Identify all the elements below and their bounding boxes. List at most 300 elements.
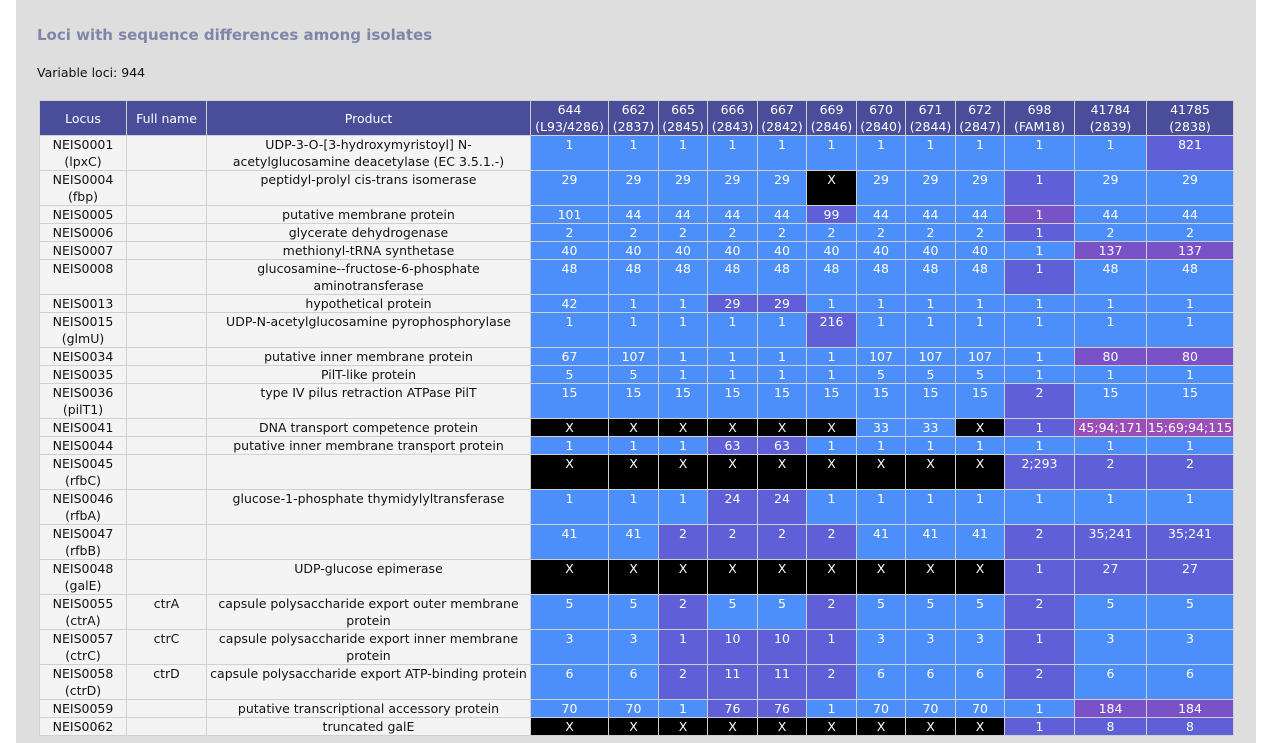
allele-cell[interactable]: 1 — [659, 366, 708, 384]
allele-cell[interactable]: 6 — [1147, 665, 1234, 700]
allele-cell[interactable]: 70 — [906, 700, 956, 718]
allele-cell[interactable]: X — [531, 718, 609, 736]
allele-cell[interactable]: 1 — [1005, 242, 1075, 260]
isolate-id[interactable]: 672 — [968, 102, 992, 117]
allele-cell[interactable]: 6 — [609, 665, 659, 700]
allele-cell[interactable]: 29 — [659, 171, 708, 206]
allele-cell[interactable]: 1 — [708, 348, 758, 366]
isolate-header[interactable] — [906, 101, 956, 136]
allele-cell[interactable]: 6 — [956, 665, 1005, 700]
allele-cell[interactable]: 1 — [531, 490, 609, 525]
allele-cell[interactable]: 2 — [1005, 665, 1075, 700]
locus-link[interactable]: NEIS0047 — [52, 526, 114, 541]
locus-link[interactable]: NEIS0044 — [52, 438, 114, 453]
locus-link[interactable]: NEIS0062 — [52, 719, 114, 734]
allele-cell[interactable]: 1 — [807, 295, 857, 313]
allele-cell[interactable]: 5 — [1147, 595, 1234, 630]
allele-cell[interactable]: 45;94;171 — [1075, 419, 1147, 437]
allele-cell[interactable]: 35;241 — [1147, 525, 1234, 560]
allele-cell[interactable]: 27 — [1147, 560, 1234, 595]
allele-cell[interactable]: X — [857, 560, 906, 595]
allele-cell[interactable]: 44 — [659, 206, 708, 224]
locus-link[interactable]: NEIS0057 — [52, 631, 114, 646]
allele-cell[interactable]: 184 — [1075, 700, 1147, 718]
allele-cell[interactable]: 1 — [1005, 437, 1075, 455]
allele-cell[interactable]: 2 — [906, 224, 956, 242]
allele-cell[interactable]: 5 — [857, 366, 906, 384]
allele-cell[interactable]: X — [857, 718, 906, 736]
allele-cell[interactable]: 41 — [906, 525, 956, 560]
allele-cell[interactable]: 1 — [609, 313, 659, 348]
isolate-id[interactable]: 662 — [621, 102, 646, 117]
isolate-header[interactable] — [609, 101, 659, 136]
isolate-header[interactable] — [857, 101, 906, 136]
allele-cell[interactable]: 107 — [857, 348, 906, 366]
isolate-header[interactable] — [807, 101, 857, 136]
locus-link[interactable]: NEIS0007 — [52, 243, 114, 258]
allele-cell[interactable]: 44 — [956, 206, 1005, 224]
allele-cell[interactable]: 29 — [857, 171, 906, 206]
allele-cell[interactable]: 2 — [659, 224, 708, 242]
isolate-header[interactable] — [659, 101, 708, 136]
isolate-header[interactable] — [956, 101, 1005, 136]
allele-cell[interactable]: 10 — [758, 630, 807, 665]
allele-cell[interactable]: X — [609, 455, 659, 490]
allele-cell[interactable]: 1 — [906, 136, 956, 171]
allele-cell[interactable]: 1 — [906, 313, 956, 348]
allele-cell[interactable]: 1 — [758, 136, 807, 171]
allele-cell[interactable]: 15 — [807, 384, 857, 419]
allele-cell[interactable]: 40 — [758, 242, 807, 260]
allele-cell[interactable]: 3 — [531, 630, 609, 665]
allele-cell[interactable]: 137 — [1075, 242, 1147, 260]
allele-cell[interactable]: 5 — [531, 366, 609, 384]
allele-cell[interactable]: 5 — [1075, 595, 1147, 630]
allele-cell[interactable]: 70 — [857, 700, 906, 718]
allele-cell[interactable]: 48 — [956, 260, 1005, 295]
isolate-id[interactable]: 41785 — [1170, 102, 1210, 117]
allele-cell[interactable]: 1 — [857, 313, 906, 348]
allele-cell[interactable]: 2 — [659, 665, 708, 700]
allele-cell[interactable]: 41 — [857, 525, 906, 560]
allele-cell[interactable]: 1 — [956, 490, 1005, 525]
allele-cell[interactable]: X — [807, 455, 857, 490]
allele-cell[interactable]: 63 — [758, 437, 807, 455]
allele-cell[interactable]: X — [758, 718, 807, 736]
isolate-id[interactable]: 667 — [770, 102, 794, 117]
allele-cell[interactable]: 40 — [956, 242, 1005, 260]
allele-cell[interactable]: 1 — [1005, 718, 1075, 736]
isolate-header[interactable] — [758, 101, 807, 136]
allele-cell[interactable]: 1 — [807, 630, 857, 665]
allele-cell[interactable]: 29 — [531, 171, 609, 206]
allele-cell[interactable]: 29 — [1147, 171, 1234, 206]
allele-cell[interactable]: 11 — [708, 665, 758, 700]
locus-header[interactable]: Locus — [40, 101, 127, 136]
allele-cell[interactable]: 41 — [609, 525, 659, 560]
allele-cell[interactable]: X — [906, 560, 956, 595]
allele-cell[interactable]: 2 — [531, 224, 609, 242]
allele-cell[interactable]: 44 — [609, 206, 659, 224]
allele-cell[interactable]: X — [609, 718, 659, 736]
allele-cell[interactable]: X — [906, 455, 956, 490]
allele-cell[interactable]: 2 — [1147, 224, 1234, 242]
locus-link[interactable]: NEIS0036 — [52, 385, 114, 400]
locus-link[interactable]: NEIS0055 — [52, 596, 114, 611]
allele-cell[interactable]: 1 — [1005, 206, 1075, 224]
allele-cell[interactable]: 1 — [857, 437, 906, 455]
allele-cell[interactable]: 2 — [708, 224, 758, 242]
allele-cell[interactable]: 44 — [758, 206, 807, 224]
allele-cell[interactable]: 2 — [758, 525, 807, 560]
allele-cell[interactable]: 48 — [659, 260, 708, 295]
locus-link[interactable]: NEIS0008 — [52, 261, 114, 276]
allele-cell[interactable]: 1 — [807, 136, 857, 171]
allele-cell[interactable]: 2 — [857, 224, 906, 242]
allele-cell[interactable]: 1 — [807, 437, 857, 455]
allele-cell[interactable]: 2 — [1075, 224, 1147, 242]
allele-cell[interactable]: 1 — [857, 295, 906, 313]
allele-cell[interactable]: 44 — [906, 206, 956, 224]
allele-cell[interactable]: 63 — [708, 437, 758, 455]
isolate-id[interactable]: 698 — [1027, 102, 1052, 117]
allele-cell[interactable]: 29 — [609, 171, 659, 206]
allele-cell[interactable]: 5 — [609, 366, 659, 384]
allele-cell[interactable]: 5 — [708, 595, 758, 630]
allele-cell[interactable]: 1 — [1075, 437, 1147, 455]
allele-cell[interactable]: 15 — [857, 384, 906, 419]
allele-cell[interactable]: 2 — [956, 224, 1005, 242]
allele-cell[interactable]: X — [531, 455, 609, 490]
allele-cell[interactable]: 2 — [609, 224, 659, 242]
allele-cell[interactable]: 15 — [659, 384, 708, 419]
allele-cell[interactable]: 1 — [1005, 171, 1075, 206]
allele-cell[interactable]: X — [906, 718, 956, 736]
allele-cell[interactable]: 1 — [956, 313, 1005, 348]
allele-cell[interactable]: X — [758, 560, 807, 595]
allele-cell[interactable]: 29 — [758, 295, 807, 313]
allele-cell[interactable]: 29 — [956, 171, 1005, 206]
allele-cell[interactable]: 2 — [1005, 595, 1075, 630]
allele-cell[interactable]: 5 — [906, 595, 956, 630]
allele-cell[interactable]: 1 — [857, 136, 906, 171]
allele-cell[interactable]: 2 — [1075, 455, 1147, 490]
allele-cell[interactable]: 1 — [1005, 419, 1075, 437]
allele-cell[interactable]: 70 — [956, 700, 1005, 718]
allele-cell[interactable]: 2 — [807, 224, 857, 242]
allele-cell[interactable]: X — [956, 560, 1005, 595]
allele-cell[interactable]: 5 — [956, 366, 1005, 384]
allele-cell[interactable]: 40 — [659, 242, 708, 260]
allele-cell[interactable]: 6 — [906, 665, 956, 700]
allele-cell[interactable]: 1 — [1005, 224, 1075, 242]
isolate-id[interactable]: 665 — [671, 102, 695, 117]
allele-cell[interactable]: 3 — [906, 630, 956, 665]
allele-cell[interactable]: 1 — [1005, 136, 1075, 171]
locus-link[interactable]: NEIS0001 — [52, 137, 114, 152]
allele-cell[interactable]: 1 — [659, 437, 708, 455]
isolate-header[interactable] — [708, 101, 758, 136]
allele-cell[interactable]: 48 — [807, 260, 857, 295]
full-name-header[interactable]: Full name — [127, 101, 207, 136]
allele-cell[interactable]: X — [531, 560, 609, 595]
allele-cell[interactable]: 1 — [956, 136, 1005, 171]
allele-cell[interactable]: 48 — [531, 260, 609, 295]
allele-cell[interactable]: 5 — [906, 366, 956, 384]
allele-cell[interactable]: X — [807, 560, 857, 595]
allele-cell[interactable]: 76 — [708, 700, 758, 718]
allele-cell[interactable]: 6 — [531, 665, 609, 700]
allele-cell[interactable]: 80 — [1075, 348, 1147, 366]
allele-cell[interactable]: 11 — [758, 665, 807, 700]
locus-link[interactable]: NEIS0058 — [52, 666, 114, 681]
allele-cell[interactable]: 1 — [1005, 630, 1075, 665]
allele-cell[interactable]: 1 — [659, 295, 708, 313]
allele-cell[interactable]: 24 — [758, 490, 807, 525]
allele-cell[interactable]: 5 — [857, 595, 906, 630]
isolate-id[interactable]: 670 — [869, 102, 893, 117]
allele-cell[interactable]: 1 — [1005, 700, 1075, 718]
allele-cell[interactable]: 107 — [906, 348, 956, 366]
allele-cell[interactable]: 15 — [1147, 384, 1234, 419]
allele-cell[interactable]: 3 — [857, 630, 906, 665]
allele-cell[interactable]: 44 — [857, 206, 906, 224]
allele-cell[interactable]: 15;69;94;115 — [1147, 420, 1233, 435]
allele-cell[interactable]: 137 — [1147, 242, 1234, 260]
allele-cell[interactable]: 1 — [1147, 437, 1234, 455]
allele-cell[interactable]: 1 — [758, 348, 807, 366]
allele-cell[interactable]: 1 — [1075, 366, 1147, 384]
allele-cell[interactable]: 1 — [1147, 490, 1234, 525]
allele-cell[interactable]: 5 — [956, 595, 1005, 630]
isolate-id[interactable]: 666 — [720, 102, 745, 117]
allele-cell[interactable]: 40 — [609, 242, 659, 260]
isolate-header[interactable] — [1005, 101, 1075, 136]
allele-cell[interactable]: 10 — [708, 630, 758, 665]
allele-cell[interactable]: 99 — [807, 206, 857, 224]
allele-cell[interactable]: X — [609, 560, 659, 595]
isolate-id[interactable]: 644 — [557, 102, 582, 117]
allele-cell[interactable]: 33 — [906, 419, 956, 437]
allele-cell[interactable]: 1 — [708, 313, 758, 348]
allele-cell[interactable]: 29 — [758, 171, 807, 206]
allele-cell[interactable]: 1 — [659, 136, 708, 171]
allele-cell[interactable]: 1 — [1147, 313, 1234, 348]
allele-cell[interactable]: 1 — [1005, 313, 1075, 348]
allele-cell[interactable]: 1 — [659, 630, 708, 665]
allele-cell[interactable]: 44 — [708, 206, 758, 224]
allele-cell[interactable]: X — [659, 718, 708, 736]
product-header[interactable]: Product — [207, 101, 531, 136]
allele-cell[interactable]: 1 — [609, 490, 659, 525]
locus-link[interactable]: NEIS0004 — [52, 172, 114, 187]
allele-cell[interactable]: 1 — [1005, 295, 1075, 313]
allele-cell[interactable]: 48 — [758, 260, 807, 295]
allele-cell[interactable]: 1 — [1147, 366, 1234, 384]
allele-cell[interactable]: 5 — [609, 595, 659, 630]
isolate-header[interactable] — [1075, 101, 1147, 136]
allele-cell[interactable]: X — [708, 560, 758, 595]
locus-link[interactable]: NEIS0046 — [52, 491, 114, 506]
allele-cell[interactable]: 1 — [708, 136, 758, 171]
allele-cell[interactable]: 8 — [1075, 718, 1147, 736]
allele-cell[interactable]: X — [857, 455, 906, 490]
allele-cell[interactable]: 6 — [857, 665, 906, 700]
allele-cell[interactable]: 1 — [659, 700, 708, 718]
allele-cell[interactable]: 216 — [807, 313, 857, 348]
allele-cell[interactable]: 48 — [708, 260, 758, 295]
allele-cell[interactable]: 1 — [807, 700, 857, 718]
allele-cell[interactable]: 41 — [531, 525, 609, 560]
allele-cell[interactable]: 67 — [531, 348, 609, 366]
allele-cell[interactable]: 821 — [1147, 136, 1234, 171]
allele-cell[interactable]: 1 — [1075, 295, 1147, 313]
isolate-id[interactable]: 669 — [819, 102, 844, 117]
allele-cell[interactable]: 15 — [708, 384, 758, 419]
allele-cell[interactable]: 29 — [906, 171, 956, 206]
allele-cell[interactable]: 1 — [659, 313, 708, 348]
allele-cell[interactable]: X — [659, 419, 708, 437]
allele-cell[interactable]: 40 — [531, 242, 609, 260]
allele-cell[interactable]: X — [758, 455, 807, 490]
allele-cell[interactable]: 1 — [531, 313, 609, 348]
allele-cell[interactable]: X — [956, 455, 1005, 490]
allele-cell[interactable]: 27 — [1075, 560, 1147, 595]
allele-cell[interactable]: 3 — [1147, 630, 1234, 665]
allele-cell[interactable]: 107 — [956, 348, 1005, 366]
allele-cell[interactable]: 48 — [1147, 260, 1234, 295]
allele-cell[interactable]: 2 — [659, 595, 708, 630]
isolate-id[interactable]: 671 — [918, 102, 943, 117]
allele-cell[interactable]: 29 — [708, 171, 758, 206]
allele-cell[interactable]: X — [807, 718, 857, 736]
allele-cell[interactable]: 1 — [659, 348, 708, 366]
allele-cell[interactable]: 76 — [758, 700, 807, 718]
allele-cell[interactable]: 40 — [906, 242, 956, 260]
allele-cell[interactable]: 41 — [956, 525, 1005, 560]
allele-cell[interactable]: 70 — [609, 700, 659, 718]
allele-cell[interactable]: 1 — [1147, 295, 1234, 313]
allele-cell[interactable]: 1 — [758, 366, 807, 384]
allele-cell[interactable]: 5 — [758, 595, 807, 630]
allele-cell[interactable]: 15 — [956, 384, 1005, 419]
allele-cell[interactable]: 8 — [1147, 718, 1234, 736]
allele-cell[interactable]: 3 — [609, 630, 659, 665]
allele-cell[interactable]: 2 — [659, 525, 708, 560]
allele-cell[interactable]: 2 — [708, 525, 758, 560]
locus-link[interactable]: NEIS0013 — [52, 296, 114, 311]
allele-cell[interactable]: 1 — [857, 490, 906, 525]
allele-cell[interactable]: 48 — [857, 260, 906, 295]
allele-cell[interactable]: 44 — [1147, 206, 1234, 224]
allele-cell[interactable]: 1 — [906, 437, 956, 455]
allele-cell[interactable]: X — [708, 419, 758, 437]
allele-cell[interactable]: 15 — [1075, 384, 1147, 419]
allele-cell[interactable]: 2 — [807, 595, 857, 630]
isolate-header[interactable] — [531, 101, 609, 136]
allele-cell[interactable]: 1 — [956, 295, 1005, 313]
allele-cell[interactable]: 2 — [807, 525, 857, 560]
allele-cell[interactable]: 6 — [1075, 665, 1147, 700]
allele-cell[interactable]: X — [708, 718, 758, 736]
allele-cell[interactable]: 1 — [609, 295, 659, 313]
allele-cell[interactable]: 80 — [1147, 348, 1234, 366]
allele-cell[interactable]: 1 — [1005, 490, 1075, 525]
allele-cell[interactable]: X — [531, 419, 609, 437]
allele-cell[interactable]: X — [807, 171, 857, 206]
allele-cell[interactable]: 15 — [906, 384, 956, 419]
allele-cell[interactable]: X — [708, 455, 758, 490]
allele-cell[interactable]: X — [758, 419, 807, 437]
locus-link[interactable]: NEIS0035 — [52, 367, 114, 382]
allele-cell[interactable]: 48 — [609, 260, 659, 295]
allele-cell[interactable]: 15 — [609, 384, 659, 419]
allele-cell[interactable]: 1 — [906, 490, 956, 525]
allele-cell[interactable]: 48 — [906, 260, 956, 295]
allele-cell[interactable]: 101 — [531, 206, 609, 224]
allele-cell[interactable]: 5 — [531, 595, 609, 630]
allele-cell[interactable]: 40 — [857, 242, 906, 260]
allele-cell[interactable]: 1 — [659, 490, 708, 525]
allele-cell[interactable]: 1 — [956, 437, 1005, 455]
allele-cell[interactable]: 1 — [1075, 490, 1147, 525]
allele-cell[interactable]: 15 — [531, 384, 609, 419]
allele-cell[interactable]: 70 — [531, 700, 609, 718]
locus-link[interactable]: NEIS0006 — [52, 225, 114, 240]
allele-cell[interactable]: 1 — [807, 366, 857, 384]
allele-cell[interactable]: 29 — [1075, 171, 1147, 206]
allele-cell[interactable]: X — [659, 560, 708, 595]
allele-cell[interactable]: 1 — [531, 437, 609, 455]
allele-cell[interactable]: 184 — [1147, 700, 1234, 718]
allele-cell[interactable]: 42 — [531, 295, 609, 313]
allele-cell[interactable]: 1 — [609, 437, 659, 455]
locus-link[interactable]: NEIS0045 — [52, 456, 114, 471]
allele-cell[interactable]: 40 — [708, 242, 758, 260]
allele-cell[interactable]: 1 — [708, 366, 758, 384]
allele-cell[interactable]: 24 — [708, 490, 758, 525]
allele-cell[interactable]: 44 — [1075, 206, 1147, 224]
allele-cell[interactable]: 1 — [1005, 560, 1075, 595]
allele-cell[interactable]: 3 — [956, 630, 1005, 665]
allele-cell[interactable]: 2 — [807, 665, 857, 700]
allele-cell[interactable]: 1 — [1005, 348, 1075, 366]
allele-cell[interactable]: 3 — [1075, 630, 1147, 665]
locus-link[interactable]: NEIS0034 — [52, 349, 114, 364]
allele-cell[interactable]: X — [609, 419, 659, 437]
locus-link[interactable]: NEIS0048 — [52, 561, 114, 576]
allele-cell[interactable]: 35;241 — [1075, 525, 1147, 560]
allele-cell[interactable]: 1 — [1075, 136, 1147, 171]
allele-cell[interactable]: 33 — [857, 419, 906, 437]
allele-cell[interactable]: 2 — [1005, 525, 1075, 560]
allele-cell[interactable]: 29 — [708, 295, 758, 313]
allele-cell[interactable]: 1 — [1075, 313, 1147, 348]
isolate-header[interactable] — [1147, 101, 1234, 136]
allele-cell[interactable]: 1 — [758, 313, 807, 348]
allele-cell[interactable]: 1 — [531, 136, 609, 171]
allele-cell[interactable]: 2 — [1005, 384, 1075, 419]
allele-cell[interactable]: X — [659, 455, 708, 490]
allele-cell[interactable]: 1 — [807, 348, 857, 366]
allele-cell[interactable]: X — [956, 718, 1005, 736]
allele-cell[interactable]: 1 — [807, 490, 857, 525]
allele-cell[interactable]: 48 — [1075, 260, 1147, 295]
allele-cell[interactable]: 1 — [1005, 366, 1075, 384]
isolate-id[interactable]: 41784 — [1090, 102, 1131, 117]
allele-cell[interactable]: 1 — [609, 136, 659, 171]
allele-cell[interactable]: 2 — [1147, 455, 1234, 490]
